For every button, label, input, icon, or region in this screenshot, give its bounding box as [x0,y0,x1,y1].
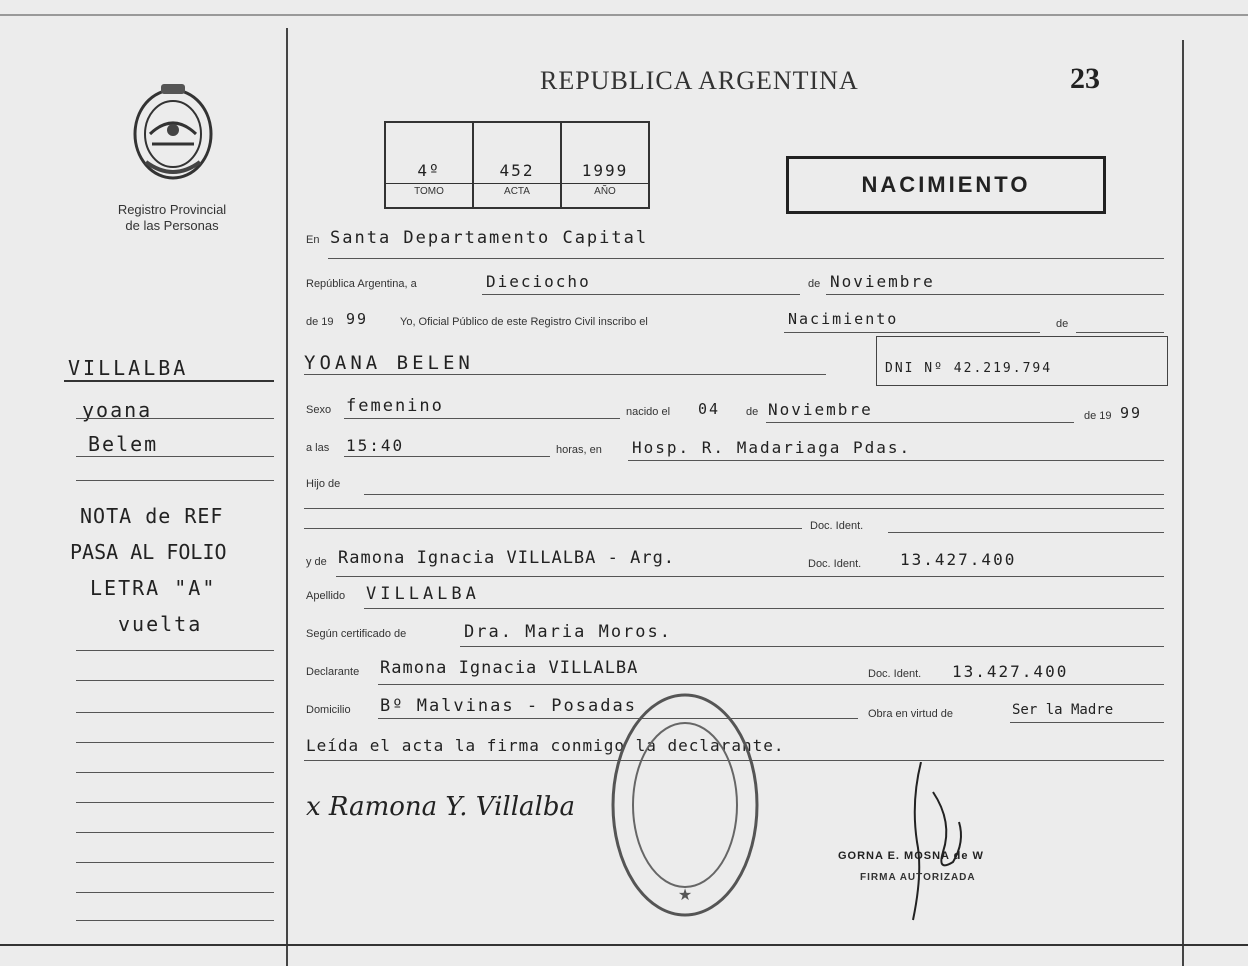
declarante-label: Declarante [306,666,360,678]
margin-note1: NOTA de REF [80,504,224,528]
hijo-label: Hijo de [306,478,341,490]
birth-year-value: 99 [1120,404,1143,422]
certificado-value: Dra. Maria Moros. [464,622,672,642]
certificado-label: Según certificado de [306,628,407,640]
mother-doc: 13.427.400 [900,550,1017,569]
year-value: 99 [346,310,369,328]
doc-ident-label-3: Doc. Ident. [868,668,922,680]
birth-day: 04 [698,400,721,418]
dni-value: DNI Nº 42.219.794 [885,361,1053,376]
apellido-value: VILLALBA [366,584,480,604]
obra-label: Obra en virtud de [868,708,953,720]
bottom-rule [0,944,1248,946]
en-value: Santa Departamento Capital [330,228,649,248]
republica-label: República Argentina, a [306,278,417,290]
margin-note4: vuelta [118,612,203,636]
acta-value: 452 [499,161,535,180]
de-label-2: de [1056,318,1069,330]
record-box [384,121,650,209]
a-las-label: a las [306,442,330,454]
obra-value: Ser la Madre [1012,702,1114,718]
official-name: GORNA E. MOSNA de W [838,850,984,862]
declarante-doc: 13.427.400 [952,662,1069,681]
horas-label: horas, en [556,444,602,456]
domicilio-label: Domicilio [306,704,351,716]
month-value: Noviembre [830,272,935,291]
officer-text: Yo, Oficial Público de este Registro Civil inscribo el [400,316,648,328]
day-value: Dieciocho [486,272,591,291]
anio-value: 1999 [581,161,629,180]
doc-ident-label-2: Doc. Ident. [808,558,862,570]
margin-note3: LETRA "A" [90,576,217,600]
declarante-value: Ramona Ignacia VILLALBA [380,658,639,678]
inscribe-value: Nacimiento [788,310,899,328]
country-title: REPUBLICA ARGENTINA [540,66,859,95]
acta-label: ACTA [504,186,530,197]
margin-surname: VILLALBA [68,356,189,380]
margin-note2: PASA AL FOLIO [70,540,227,564]
dni-box [876,336,1168,386]
margin-given2: Belem [88,432,159,456]
margin-divider [286,28,288,966]
doc-ident-label: Doc. Ident. [810,520,864,532]
mother-value: Ramona Ignacia VILLALBA - Arg. [338,548,676,568]
birth-month: Noviembre [768,400,873,419]
reading-value: Leída el acta la firma conmigo la declarante. [306,736,785,755]
declarant-signature: x Ramona Y. Villalba [306,792,575,822]
domicilio-value: Bº Malvinas - Posadas [380,696,637,716]
registry-name: Registro Provincial de las Personas [117,202,227,233]
de-label-3: de [746,406,759,418]
top-edge [0,14,1248,16]
name-value: YOANA BELEN [304,352,474,374]
apellido-label: Apellido [306,590,346,602]
birth-year-label: de 19 [1084,410,1112,422]
time-value: 15:40 [346,436,405,455]
official-role: FIRMA AUTORIZADA [860,872,976,883]
margin-given1: yoana [82,398,153,422]
y-de-label: y de [306,556,327,568]
sexo-label: Sexo [306,404,332,416]
tomo-value: 4º [417,161,441,180]
en-label: En [306,234,320,246]
coat-of-arms-icon [128,82,218,182]
place-value: Hosp. R. Madariaga Pdas. [632,438,912,457]
official-signature [893,762,973,922]
tomo-label: TOMO [414,186,444,197]
nacido-label: nacido el [626,406,671,418]
registry-stamp [610,690,760,920]
doc-type-box: NACIMIENTO [786,156,1106,214]
right-border [1182,40,1184,966]
anio-label: AÑO [594,186,616,197]
sexo-value: femenino [346,396,444,416]
year-label: de 19 [306,316,334,328]
page-number: 23 [1070,62,1100,95]
svg-text:★: ★ [677,887,693,904]
de-label: de [808,278,821,290]
